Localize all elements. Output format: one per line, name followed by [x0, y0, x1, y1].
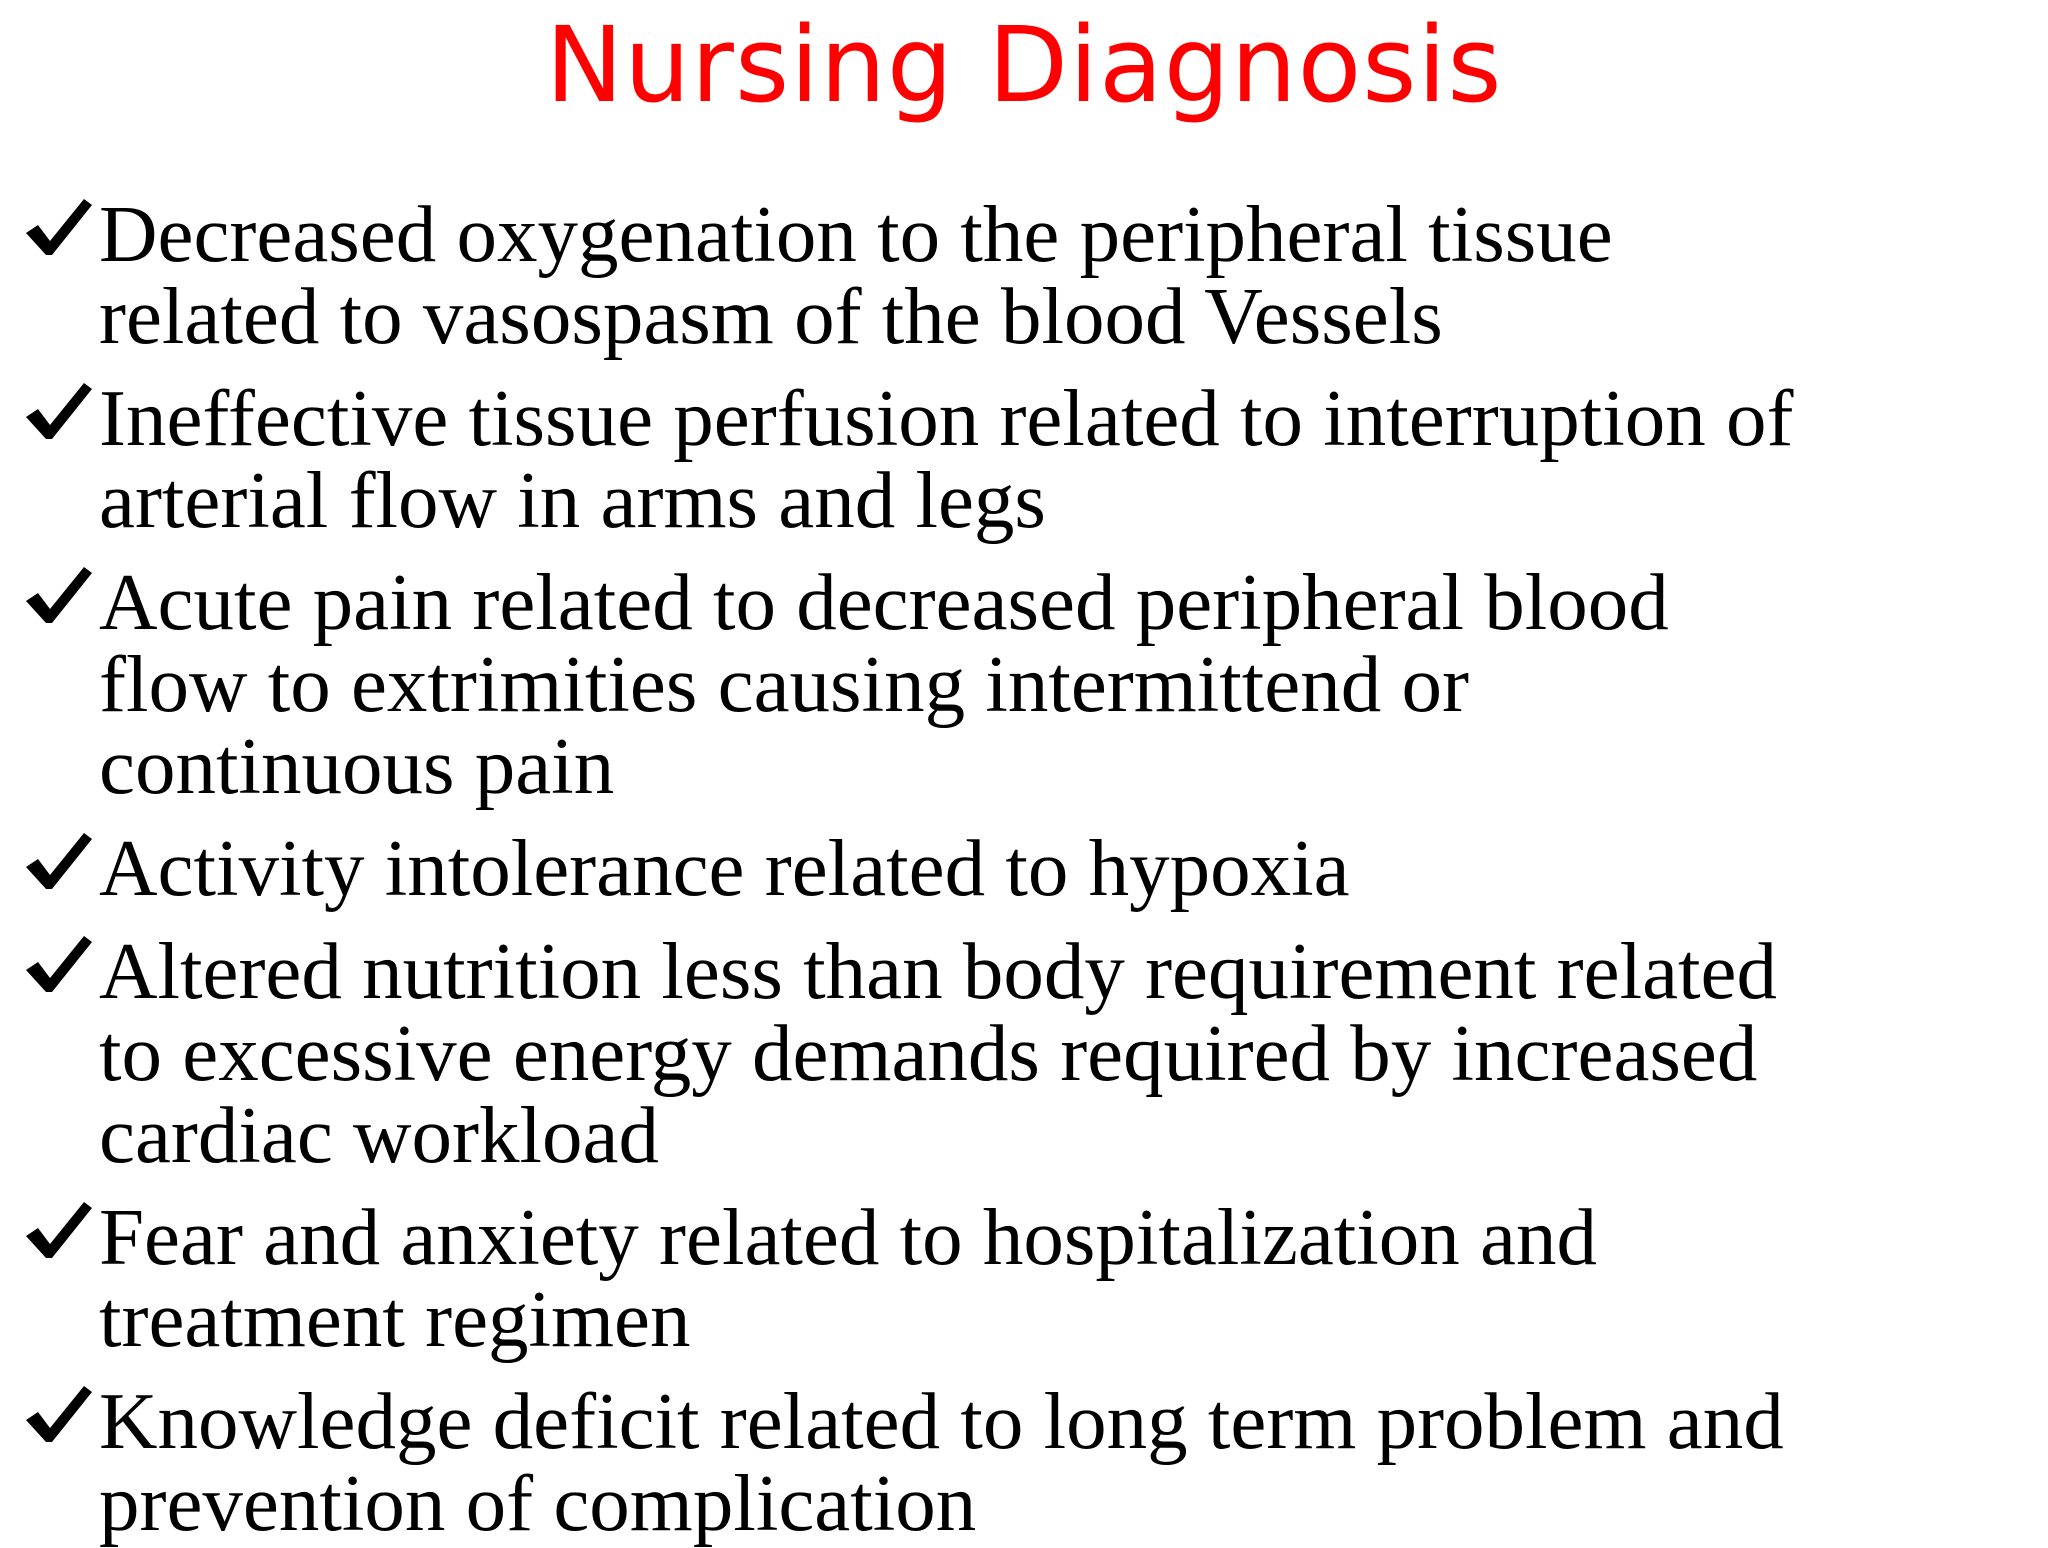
checkmark-icon [22, 193, 100, 263]
list-item-text [99, 557, 1999, 811]
list-item-line: treatment regimen [99, 1274, 691, 1364]
list-item-text [99, 823, 1999, 913]
list-item-line: Activity intolerance related to hypoxia [99, 823, 1350, 913]
list-item-text [99, 926, 1999, 1180]
checkmark-icon [22, 1380, 100, 1450]
slide-title: Nursing Diagnosis [545, 4, 1503, 126]
list-item-line: arterial flow in arms and legs [99, 455, 1046, 545]
checkmark-icon [22, 827, 100, 897]
list-item-line: cardiac workload [99, 1090, 659, 1180]
list-item-line: Ineffective tissue perfusion related to interruption of [99, 373, 1794, 463]
list-item-line: Knowledge deficit related to long term problem and [99, 1376, 1784, 1466]
checkmark-icon [22, 561, 100, 631]
list-item-text [99, 1192, 1999, 1364]
checkmark-icon [22, 1196, 100, 1266]
list-item-line: Decreased oxygenation to the peripheral tissue [99, 189, 1613, 279]
list-item-line: Fear and anxiety related to hospitalization and [99, 1192, 1597, 1282]
list-item-line: continuous pain [99, 721, 615, 811]
checkmark-icon [22, 377, 100, 447]
list-item-line: Altered nutrition less than body requirement related [99, 926, 1777, 1016]
list-item-text [99, 373, 1999, 545]
list-item-line: to excessive energy demands required by increased [99, 1008, 1758, 1098]
list-item-line: related to vasospasm of the blood Vessels [99, 271, 1443, 361]
checkmark-icon [22, 930, 100, 1000]
list-item-text [99, 1376, 1999, 1548]
list-item-line: flow to extrimities causing intermittend or [99, 639, 1469, 729]
list-item-line: Acute pain related to decreased peripheral blood [99, 557, 1669, 647]
list-item-text [99, 189, 1999, 361]
list-item-line: prevention of complication [99, 1458, 977, 1548]
